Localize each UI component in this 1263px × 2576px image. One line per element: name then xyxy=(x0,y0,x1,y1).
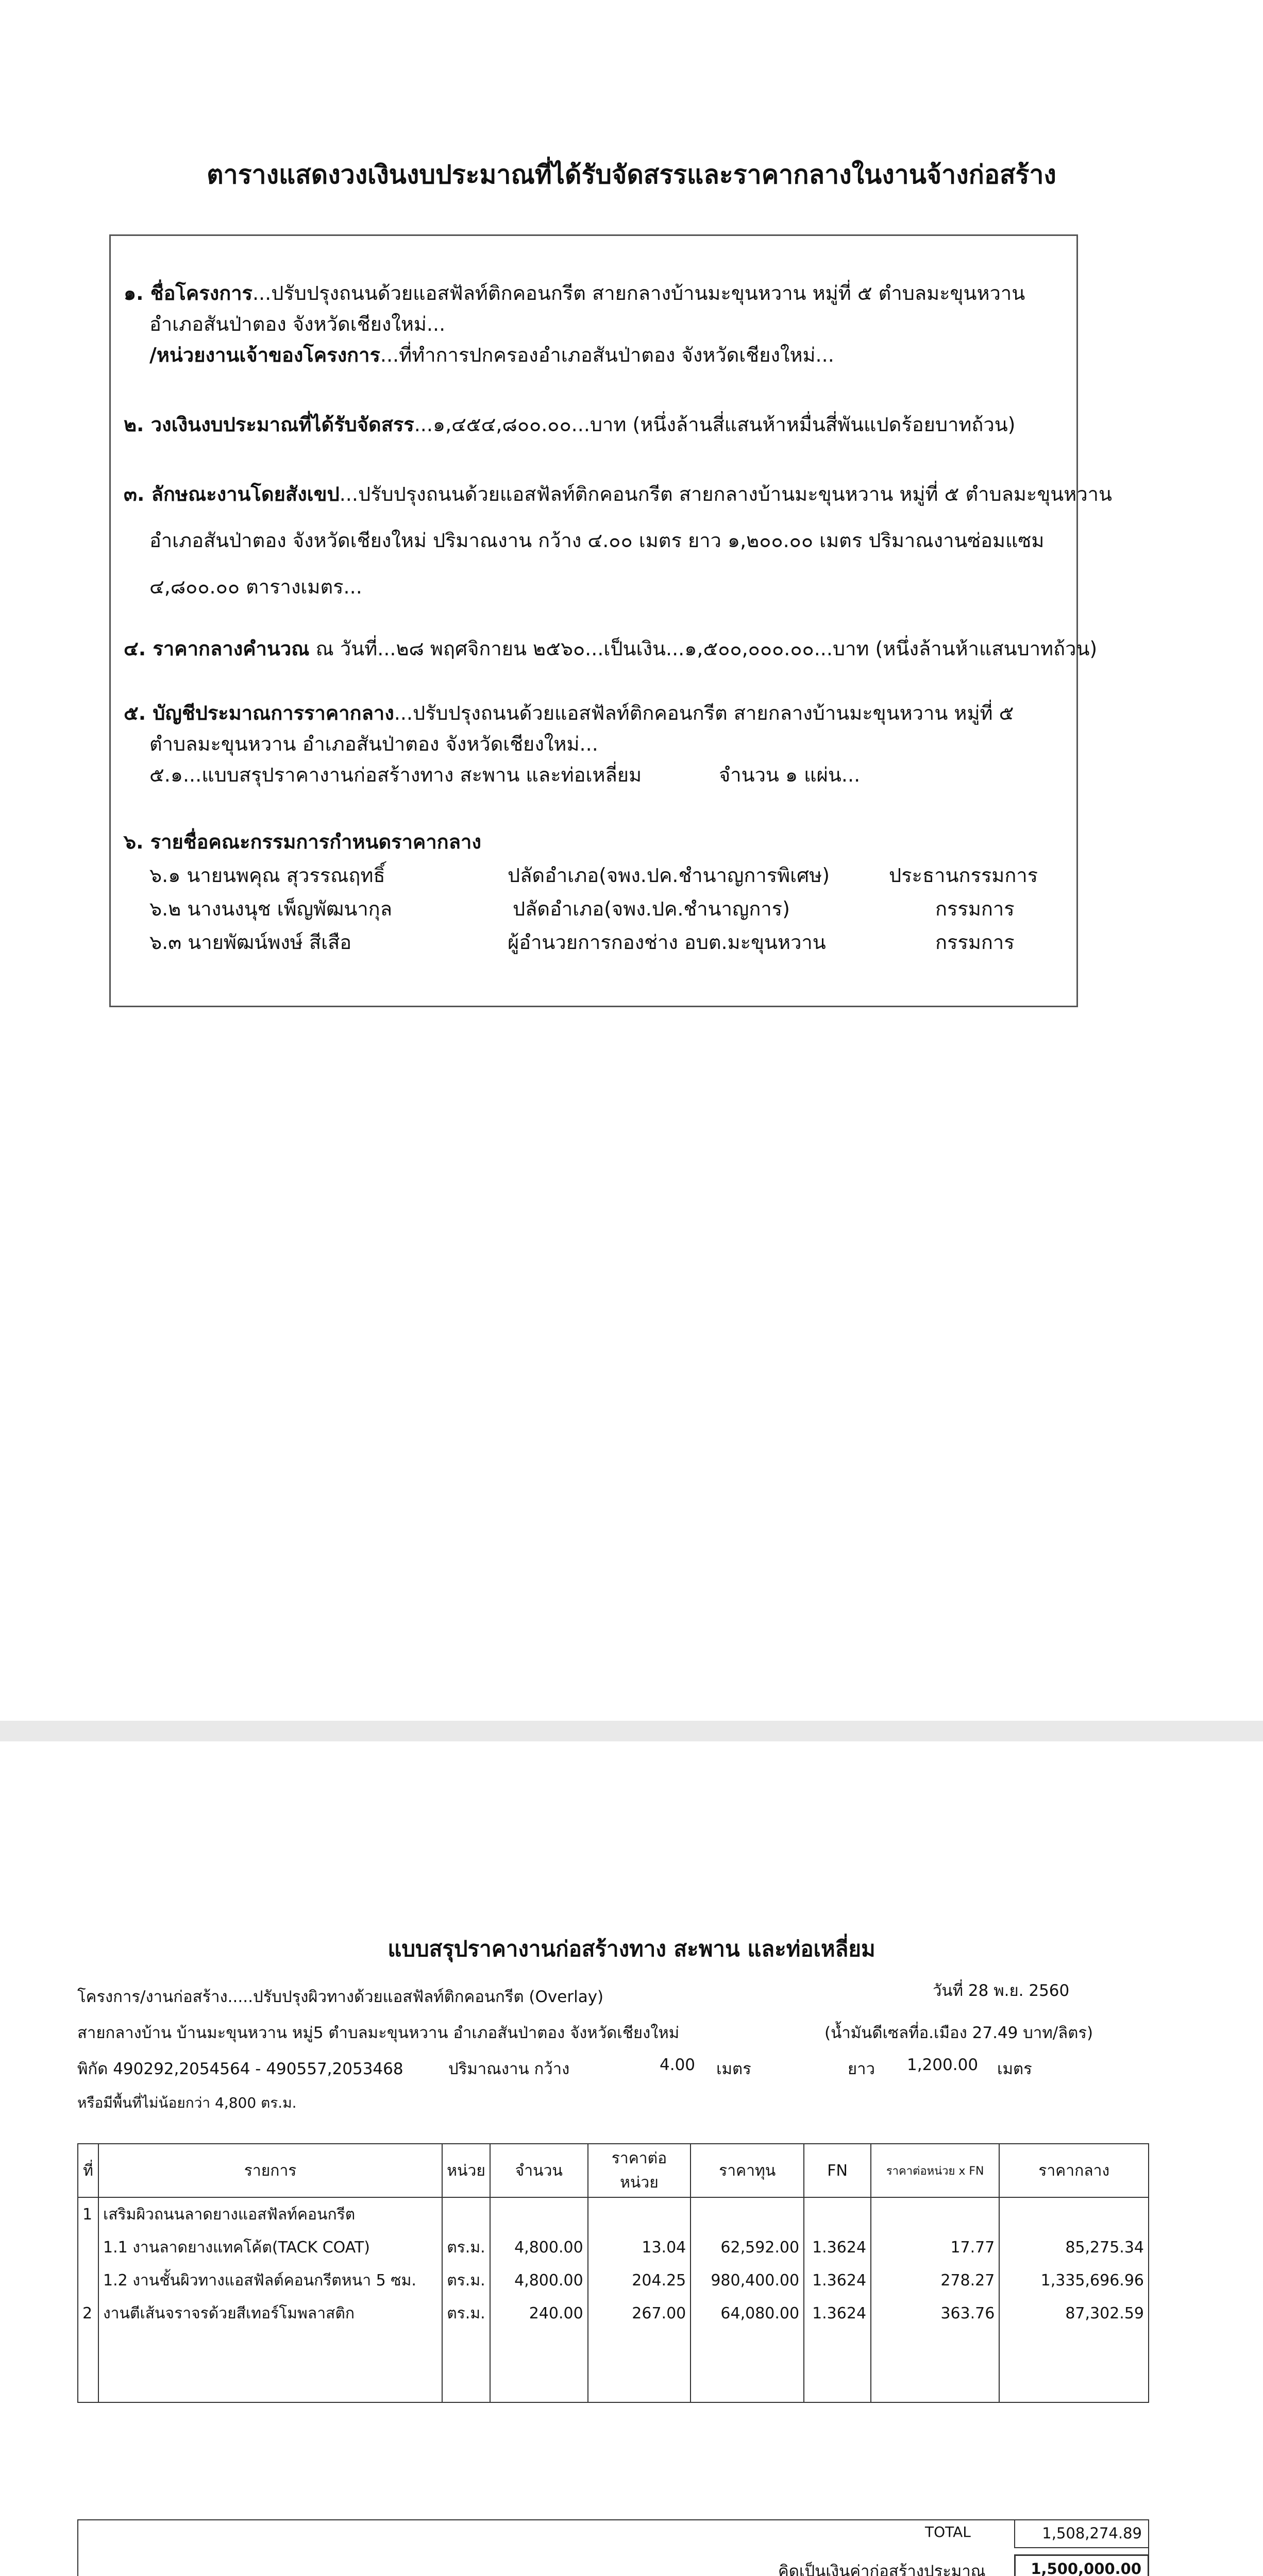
item4-label: ๔. ราคากลางคำนวณ xyxy=(124,637,310,660)
item3-text1: ...ปรับปรุงถนนด้วยแอสฟัลท์ติกคอนกรีต สายกลางบ้านมะขุนหวาน หมู่ที่ ๕ ตำบลมะขุนหวาน xyxy=(339,483,1112,505)
item1-line1 xyxy=(124,277,1025,309)
item5-sub-count: จำนวน ๑ แผ่น... xyxy=(719,764,861,786)
empty-cell xyxy=(98,2330,442,2402)
empty-cell xyxy=(999,2330,1149,2402)
empty-cell xyxy=(442,2330,490,2402)
col-fn: FN xyxy=(804,2144,871,2197)
area-line: หรือมีพื้นที่ไม่น้อยกว่า 4,800 ตร.ม. xyxy=(77,2094,297,2111)
row-total: 1,335,696.96 xyxy=(999,2264,1149,2297)
row-item: 1.1 งานลาดยางแทคโค้ต(TACK COAT) xyxy=(98,2231,442,2264)
item1-line2: อำเภอสันป่าตอง จังหวัดเชียงใหม่... xyxy=(149,313,446,335)
item3-line2: อำเภอสันป่าตอง จังหวัดเชียงใหม่ ปริมาณงาน กว้าง ๔.๐๐ เมตร ยาว ๑,๒๐๐.๐๐ เมตร ปริมาณงานซ่อมแซม xyxy=(149,529,1045,552)
empty-cell xyxy=(490,2330,588,2402)
member1-position: ปลัดอำเภอ(จพง.ปค.ชำนาญการพิเศษ) xyxy=(508,864,830,887)
item4-line xyxy=(124,633,1097,664)
project-line: โครงการ/งานก่อสร้าง.....ปรับปรุงผิวทางด้วยแอสฟัลท์ติกคอนกรีต (Overlay) xyxy=(77,1988,604,2006)
col-cost: ราคาทุน xyxy=(691,2144,804,2197)
member3-name: ๖.๓ นายพัฒน์พงษ์ สีเสือ xyxy=(149,931,352,954)
row-unit-price xyxy=(588,2197,691,2231)
row-fn: 1.3624 xyxy=(804,2231,871,2264)
item6-label xyxy=(124,826,481,857)
budget-value: 1,500,000.00 xyxy=(1014,2554,1149,2576)
row-no xyxy=(78,2231,98,2264)
row-price-fn: 17.77 xyxy=(871,2231,999,2264)
member3-role: กรรมการ xyxy=(935,931,1015,954)
row-cost xyxy=(691,2197,804,2231)
item1-text1: ...ปรับปรุงถนนด้วยแอสฟัลท์ติกคอนกรีต สายกลางบ้านมะขุนหวาน หมู่ที่ ๕ ตำบลมะขุนหวาน xyxy=(252,282,1025,304)
page-1-title: ตารางแสดงวงเงินงบประมาณที่ได้รับจัดสรรและราคากลางในงานจ้างก่อสร้าง xyxy=(207,160,1056,190)
row-item: งานตีเส้นจราจรด้วยสีเทอร์โมพลาสติก xyxy=(98,2297,442,2330)
qty-label: ปริมาณงาน กว้าง xyxy=(448,2060,570,2078)
table-row xyxy=(78,2264,1149,2297)
table-row xyxy=(78,2297,1149,2330)
page-2 xyxy=(0,1741,1263,2576)
agency-label: /หน่วยงานเจ้าของโครงการ xyxy=(149,344,380,366)
row-no xyxy=(78,2264,98,2297)
col-qty: จำนวน xyxy=(490,2144,588,2197)
item2-value: ...๑,๔๕๔,๘๐๐.๐๐...บาท (หนึ่งล้านสี่แสนห้าหมื่นสี่พันแปดร้อยบาทถ้วน) xyxy=(414,413,1016,436)
length-value: 1,200.00 xyxy=(907,2056,979,2074)
row-total: 85,275.34 xyxy=(999,2231,1149,2264)
total-frame xyxy=(77,2519,1149,2576)
col-unit: หน่วย xyxy=(442,2144,490,2197)
item3-line1 xyxy=(124,478,1112,510)
col-unit-price: ราคาต่อหน่วย xyxy=(588,2144,691,2197)
empty-cell xyxy=(588,2330,691,2402)
total-value: 1,508,274.89 xyxy=(1014,2519,1149,2548)
date-line: วันที่ 28 พ.ย. 2560 xyxy=(933,1981,1070,2000)
col-total: ราคากลาง xyxy=(999,2144,1149,2197)
row-price-fn: 363.76 xyxy=(871,2297,999,2330)
member2-role: กรรมการ xyxy=(935,897,1015,920)
item5-label: ๕. บัญชีประมาณการราคากลาง xyxy=(124,702,394,724)
coords-line: พิกัด 490292,2054564 - 490557,2053468 xyxy=(77,2060,403,2078)
item2-line xyxy=(124,409,1016,440)
row-cost: 980,400.00 xyxy=(691,2264,804,2297)
member3-position: ผู้อำนวยการกองช่าง อบต.มะขุนหวาน xyxy=(508,931,826,954)
table-filler-row xyxy=(78,2330,1149,2402)
row-unit: ตร.ม. xyxy=(442,2264,490,2297)
length-label: ยาว xyxy=(848,2060,875,2078)
member1-role: ประธานกรรมการ xyxy=(889,864,1038,887)
item5-text1: ...ปรับปรุงถนนด้วยแอสฟัลท์ติกคอนกรีต สายกลางบ้านมะขุนหวาน หมู่ที่ ๕ xyxy=(394,702,1014,724)
agency-value: ...ที่ทำการปกครองอำเภอสันป่าตอง จังหวัดเชียงใหม่... xyxy=(380,344,834,366)
table-row xyxy=(78,2231,1149,2264)
width-unit: เมตร xyxy=(716,2060,751,2078)
row-unit-price: 267.00 xyxy=(588,2297,691,2330)
row-qty: 4,800.00 xyxy=(490,2264,588,2297)
row-cost: 62,592.00 xyxy=(691,2231,804,2264)
row-price-fn: 278.27 xyxy=(871,2264,999,2297)
row-item: เสริมผิวถนนลาดยางแอสฟัลท์คอนกรีต xyxy=(98,2197,442,2231)
item5-line2: ตำบลมะขุนหวาน อำเภอสันป่าตอง จังหวัดเชียงใหม่... xyxy=(149,733,598,755)
member2-position: ปลัดอำเภอ(จพง.ปค.ชำนาญการ) xyxy=(513,897,790,920)
col-no: ที่ xyxy=(78,2144,98,2197)
col-item: รายการ xyxy=(98,2144,442,2197)
row-item: 1.2 งานชั้นผิวทางแอสฟัลต์คอนกรีตหนา 5 ซม. xyxy=(98,2264,442,2297)
item2-label: ๒. วงเงินงบประมาณที่ได้รับจัดสรร xyxy=(124,413,414,436)
item5-sub: ๕.๑...แบบสรุปราคางานก่อสร้างทาง สะพาน และท่อเหลี่ยม xyxy=(149,764,642,786)
row-qty: 240.00 xyxy=(490,2297,588,2330)
fuel-line: (น้ำมันดีเซลที่อ.เมือง 27.49 บาท/ลิตร) xyxy=(824,2024,1093,2042)
row-price-fn xyxy=(871,2197,999,2231)
item3-label: ๓. ลักษณะงานโดยสังเขป xyxy=(124,483,340,505)
empty-cell xyxy=(691,2330,804,2402)
row-no: 2 xyxy=(78,2297,98,2330)
row-total: 87,302.59 xyxy=(999,2297,1149,2330)
estimate-table xyxy=(77,2143,1149,2403)
item5-line1 xyxy=(124,697,1014,728)
row-no: 1 xyxy=(78,2197,98,2231)
row-fn xyxy=(804,2197,871,2231)
member2-name: ๖.๒ นางนงนุช เพ็ญพัฒนากุล xyxy=(149,897,392,920)
row-cost: 64,080.00 xyxy=(691,2297,804,2330)
row-unit xyxy=(442,2197,490,2231)
summary-box xyxy=(109,234,1112,1007)
row-fn: 1.3624 xyxy=(804,2264,871,2297)
row-fn: 1.3624 xyxy=(804,2297,871,2330)
row-total xyxy=(999,2197,1149,2231)
location-line: สายกลางบ้าน บ้านมะขุนหวาน หมู่5 ตำบลมะขุนหวาน อำเภอสันป่าตอง จังหวัดเชียงใหม่ xyxy=(77,2024,680,2042)
row-qty: 4,800.00 xyxy=(490,2231,588,2264)
item3-line3: ๔,๘๐๐.๐๐ ตารางเมตร... xyxy=(149,575,362,598)
row-unit: ตร.ม. xyxy=(442,2297,490,2330)
table-row xyxy=(78,2197,1149,2231)
item6-label-text: ๖. รายชื่อคณะกรรมการกำหนดราคากลาง xyxy=(124,831,481,853)
member1-name: ๖.๑ นายนพคุณ สุวรรณฤทธิ์ xyxy=(149,864,385,887)
empty-cell xyxy=(804,2330,871,2402)
width-value: 4.00 xyxy=(660,2056,696,2074)
page-2-title: แบบสรุปราคางานก่อสร้างทาง สะพาน และท่อเหลี่ยม xyxy=(388,1936,875,1961)
table-header xyxy=(78,2144,1149,2197)
item1-label: ๑. ชื่อโครงการ xyxy=(124,282,252,304)
item4-value: ณ วันที่...๒๘ พฤศจิกายน ๒๕๖๐...เป็นเงิน...๑,๕๐๐,๐๐๐.๐๐...บาท (หนึ่งล้านห้าแสนบาทถ้วน) xyxy=(315,637,1098,660)
length-unit: เมตร xyxy=(997,2060,1032,2078)
row-unit-price: 204.25 xyxy=(588,2264,691,2297)
row-unit-price: 13.04 xyxy=(588,2231,691,2264)
budget-label: คิดเป็นเงินค่าก่อสร้างประมาณ xyxy=(778,2562,986,2576)
empty-cell xyxy=(871,2330,999,2402)
row-qty xyxy=(490,2197,588,2231)
empty-cell xyxy=(78,2330,98,2402)
col-price-fn: ราคาต่อหน่วย x FN xyxy=(871,2144,999,2197)
total-label: TOTAL xyxy=(925,2523,971,2540)
item1-agency xyxy=(149,339,834,370)
row-unit: ตร.ม. xyxy=(442,2231,490,2264)
